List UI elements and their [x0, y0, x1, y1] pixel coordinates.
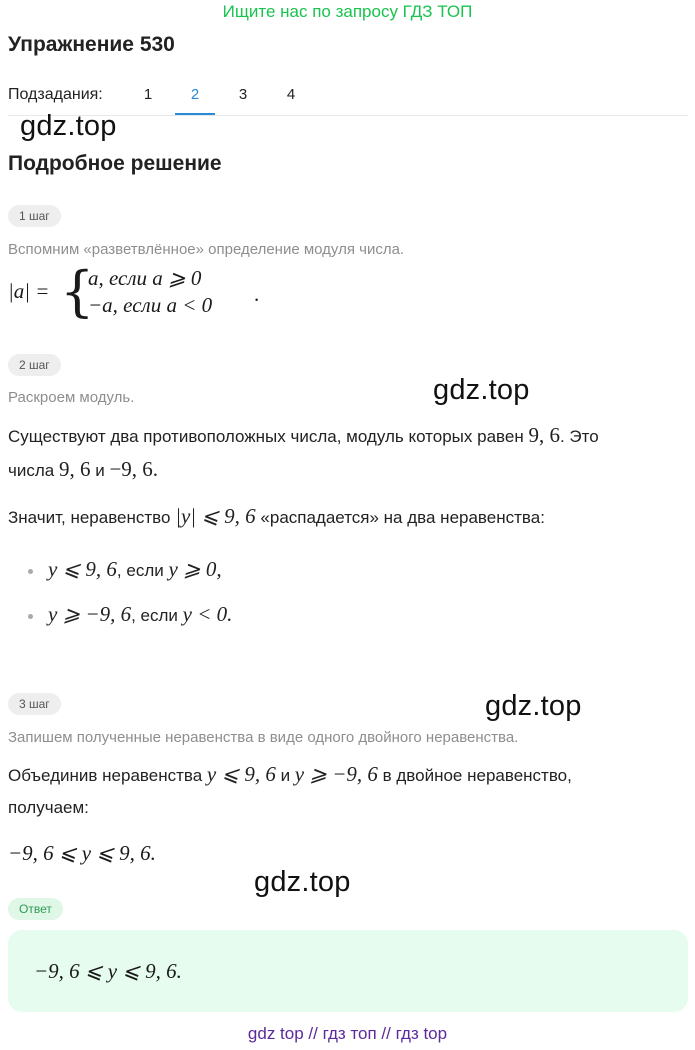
subtask-tab-2[interactable]: 2: [190, 86, 200, 103]
subtasks-label: Подзадания:: [8, 86, 103, 103]
step-2-line-3: [8, 504, 545, 529]
math: y ⩾ 0,: [168, 557, 222, 581]
math: 9, 6: [58, 457, 91, 481]
subtask-tab-4[interactable]: 4: [286, 86, 296, 103]
answer-badge: Ответ: [8, 898, 63, 920]
page-title: Упражнение 530: [8, 33, 175, 56]
step-1-badge: 1 шаг: [8, 205, 61, 227]
brace-symbol: {: [60, 260, 95, 323]
step-3-hint: Запишем полученные неравенства в виде одного двойного неравенства.: [8, 729, 519, 746]
watermark: gdz.top: [485, 690, 582, 722]
text: .: [152, 457, 159, 481]
math: y ⩽ 9, 6: [48, 557, 117, 581]
text: Объединив неравенства: [8, 766, 203, 785]
step-1-hint: Вспомним «разветвлённое» определение модуля числа.: [8, 241, 405, 258]
step-2-hint: Раскроем модуль.: [8, 389, 135, 406]
math: y ⩽ 9, 6: [206, 762, 276, 786]
step-3-line-1: [8, 762, 572, 787]
text: Существуют два противоположных числа, модуль которых равен: [8, 427, 524, 446]
subtask-tab-3[interactable]: 3: [238, 86, 248, 103]
bullet-item-2: [48, 602, 232, 627]
section-title: Подробное решение: [8, 152, 222, 175]
footer-links[interactable]: gdz top // гдз топ // гдз top: [247, 1024, 448, 1043]
text: , если: [131, 606, 178, 625]
step-3-result: −9, 6 ⩽ y ⩽ 9, 6.: [8, 841, 156, 865]
math: 9, 6: [528, 423, 560, 447]
top-banner-link[interactable]: Ищите нас по запросу ГДЗ ТОП: [222, 2, 473, 21]
case-1: a, если a ⩾ 0: [88, 266, 202, 290]
text: , если: [116, 561, 164, 580]
answer-value: −9, 6 ⩽ y ⩽ 9, 6.: [34, 959, 182, 983]
text: Значит, неравенство: [8, 508, 171, 527]
case-2: −a, если a < 0: [88, 293, 213, 317]
step-2-line-1: [8, 423, 599, 448]
text: числа: [8, 461, 55, 480]
step-2-line-2: [8, 457, 158, 482]
math: y < 0.: [182, 602, 233, 626]
bullet-dot: [28, 614, 33, 619]
modulus-definition: [8, 262, 308, 326]
math: −9, 6: [109, 457, 153, 481]
text: . Это: [559, 427, 599, 446]
watermark: gdz.top: [20, 110, 117, 142]
watermark: gdz.top: [433, 374, 530, 406]
text: и: [95, 461, 105, 480]
text: «распадается» на два неравенства:: [260, 508, 545, 527]
bullet-dot: [28, 569, 33, 574]
step-3-badge: 3 шаг: [8, 693, 61, 715]
math: |y| ⩽ 9, 6: [175, 504, 256, 528]
math: y ⩾ −9, 6: [294, 762, 378, 786]
watermark: gdz.top: [254, 866, 351, 898]
bullet-item-1: [48, 557, 222, 582]
text: и: [280, 766, 291, 785]
definition-period: .: [254, 282, 260, 306]
math: y ⩾ −9, 6: [48, 602, 132, 626]
step-3-line-2: получаем:: [8, 798, 89, 817]
step-2-badge: 2 шаг: [8, 354, 61, 376]
text: в двойное неравенство,: [382, 766, 572, 785]
subtask-tab-1[interactable]: 1: [143, 86, 153, 103]
modulus-lhs: |a| =: [8, 279, 50, 303]
answer-box: [8, 930, 688, 1012]
